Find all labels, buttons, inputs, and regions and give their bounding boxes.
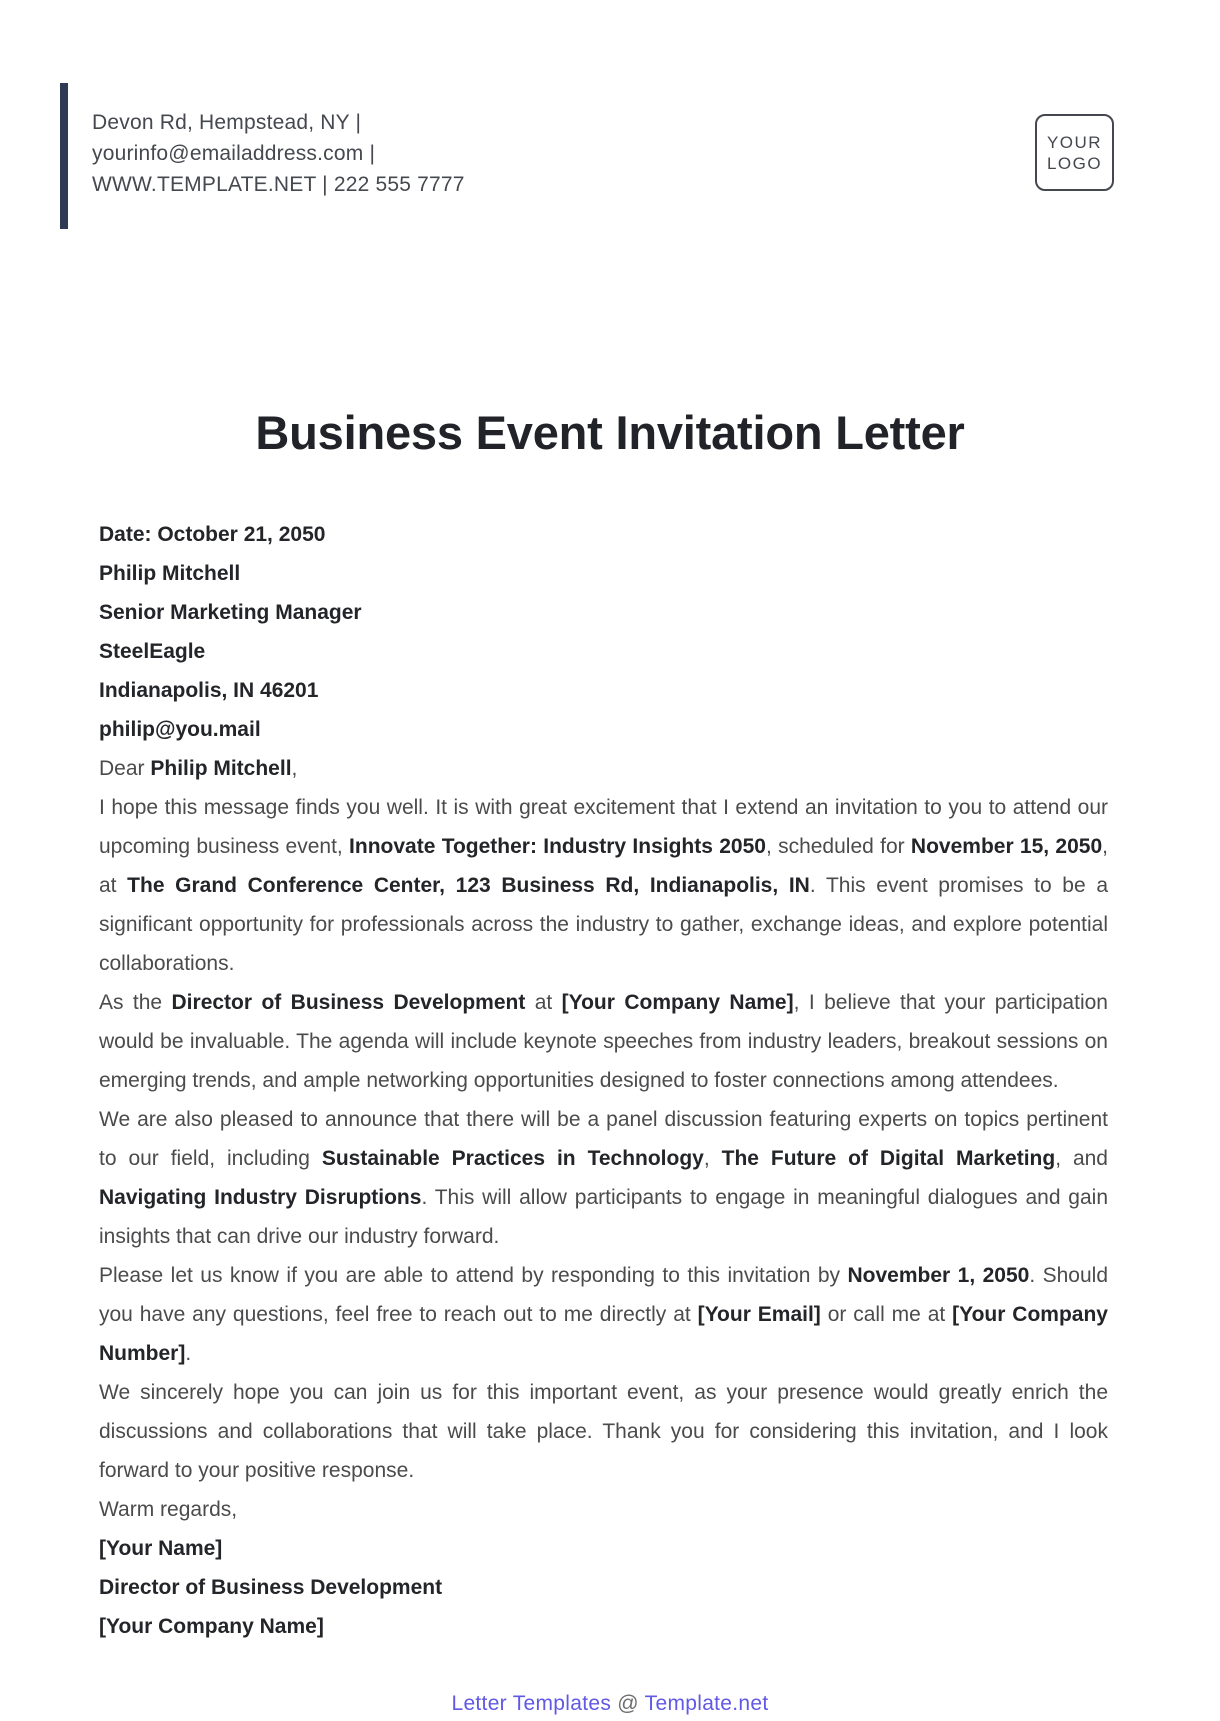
footer-attribution (0, 1684, 1220, 1721)
logo-text-line1: YOUR (1046, 132, 1103, 152)
contact-info-line-address: Devon Rd, Hempstead, NY | (92, 111, 362, 134)
signature-title: Director of Business Development (99, 1576, 443, 1599)
contact-info-line-web-phone: WWW.TEMPLATE.NET | 222 555 7777 (92, 173, 465, 196)
logo-text-line2: LOGO (1046, 153, 1103, 173)
logo-text (1047, 132, 1102, 174)
letter-date-line: Date: October 21, 2050 (99, 523, 326, 546)
letter-paragraph-1: I hope this message finds you well. It is with great excitement that I extend an invitation to you to attend our upcoming business event, Innovate Together: Industry Insights 2050, scheduled for November 15, 2050, at The Grand Conference Center, 123 Business Rd, Indianapolis, IN. This event promises to be a significant opportunity for professionals across the industry to gather, exchange ideas, and explore potential collaborations. (99, 796, 1108, 975)
letter-paragraph-2: As the Director of Business Development at [Your Company Name], I believe that your participation would be invaluable. The agenda will include keynote speeches from industry leaders, breakout sessions on emerging trends, and ample networking opportunities designed to foster connections among attendees. (99, 991, 1108, 1092)
letter-paragraph-5: We sincerely hope you can join us for this important event, as your presence would greatly enrich the discussions and collaborations that will take place. Thank you for considering this invitation, and I look forward to your positive response. (99, 1381, 1108, 1482)
recipient-email: philip@you.mail (99, 718, 261, 741)
letter-paragraph-3: We are also pleased to announce that there will be a panel discussion featuring experts on topics pertinent to our field, including Sustainable Practices in Technology, The Future of Digital Marketing, and Navigating Industry Disruptions. This will allow participants to engage in meaningful dialogues and gain insights that can drive our industry forward. (99, 1108, 1109, 1248)
recipient-name: Philip Mitchell (99, 562, 241, 585)
salutation: Dear Philip Mitchell, (99, 757, 298, 780)
recipient-title: Senior Marketing Manager (99, 601, 362, 624)
footer-link-letter-templates[interactable]: Letter Templates (451, 1692, 612, 1715)
letter-body (99, 515, 1108, 1646)
footer-at-separator: @ (617, 1692, 639, 1715)
signature-company: [Your Company Name] (99, 1615, 324, 1638)
contact-info-line-email: yourinfo@emailaddress.com | (92, 142, 376, 165)
header-accent-bar (60, 83, 68, 229)
recipient-city: Indianapolis, IN 46201 (99, 679, 319, 702)
recipient-company: SteelEagle (99, 640, 206, 663)
closing: Warm regards, (99, 1498, 238, 1521)
logo-placeholder (1035, 114, 1114, 191)
footer-link-template-net[interactable]: Template.net (644, 1692, 769, 1715)
page-title: Business Event Invitation Letter (255, 406, 965, 459)
signature-name: [Your Name] (99, 1537, 223, 1560)
letter-paragraph-4: Please let us know if you are able to attend by responding to this invitation by November 1, 2050. Should you have any questions, feel free to reach out to me directly at [Your Email] or call me at [Your Company Number]. (99, 1264, 1109, 1365)
contact-info-block (92, 107, 465, 200)
